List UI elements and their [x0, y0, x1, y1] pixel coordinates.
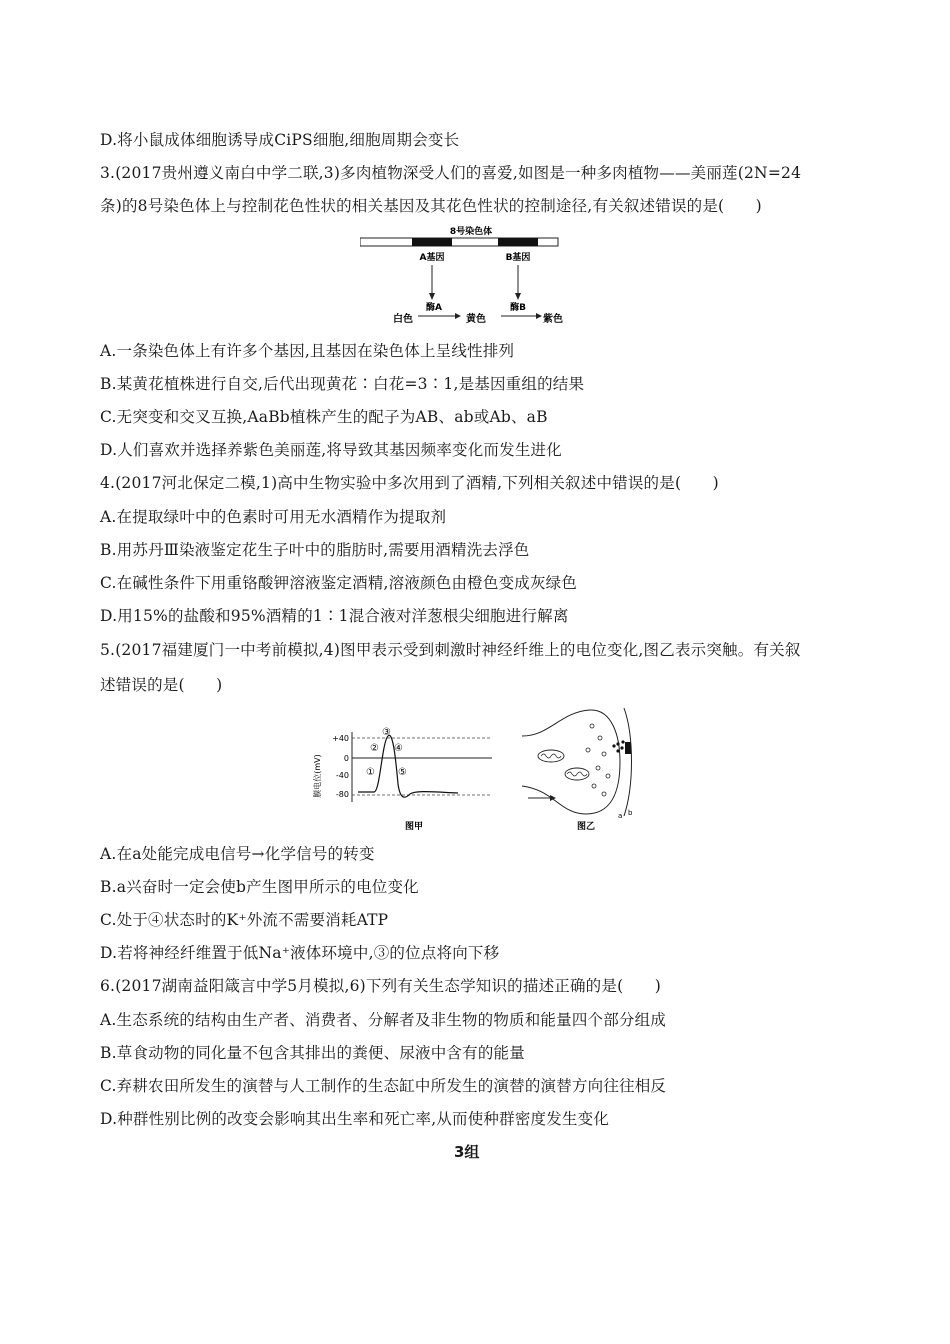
vesicle — [598, 736, 602, 740]
q5-stem-line1: 5.(2017福建厦门一中考前模拟,4)图甲表示受到刺激时神经纤维上的电位变化,图乙表示突触。有关叙 — [100, 641, 801, 659]
q6-option-a: A.生态系统的结构由生产者、消费者、分解者及非生物的物质和能量四个部分组成 — [100, 1011, 667, 1029]
arrow-head-b — [515, 293, 521, 300]
chromosome-label: 8号染色体 — [449, 227, 493, 237]
q4-option-b: B.用苏丹Ⅲ染液鉴定花生子叶中的脂肪时,需要用酒精洗去浮色 — [100, 541, 530, 559]
enzyme-a-label: 酶A — [426, 303, 442, 313]
gene-a-label: A基因 — [419, 253, 445, 263]
q2-option-d: D.将小鼠成体细胞诱导成CiPS细胞,细胞周期会变长 — [100, 131, 460, 149]
q4-option-d: D.用15%的盐酸和95%酒精的1∶1混合液对洋葱根尖细胞进行解离 — [100, 607, 569, 625]
vesicle — [606, 774, 610, 778]
q3-option-d: D.人们喜欢并选择养紫色美丽莲,将导致其基因频率变化而发生进化 — [100, 441, 562, 459]
marker-4: ④ — [394, 743, 403, 754]
vesicle — [602, 752, 606, 756]
q5-figure-potential-graph — [306, 722, 502, 834]
gene-b-label: B基因 — [505, 253, 531, 263]
q6-option-c: C.弃耕农田所发生的演替与人工制作的生态缸中所发生的演替的演替方向往往相反 — [100, 1077, 667, 1095]
q4-option-a: A.在提取绿叶中的色素时可用无水酒精作为提取剂 — [100, 508, 447, 526]
q3-option-b: B.某黄花植株进行自交,后代出现黄花∶白花=3∶1,是基因重组的结果 — [100, 375, 585, 393]
q6-option-d: D.种群性别比例的改变会影响其出生率和死亡率,从而使种群密度发生变化 — [100, 1110, 610, 1128]
label-a: a — [618, 812, 623, 820]
color-white-label: 白色 — [393, 314, 413, 325]
vesicle — [590, 724, 594, 728]
q5-figure-synapse — [520, 706, 650, 834]
q3-figure-gene-pathway — [360, 224, 590, 328]
tick-minus80: -80 — [335, 790, 349, 799]
tick-minus40: -40 — [335, 771, 349, 780]
q6-stem: 6.(2017湖南益阳箴言中学5月模拟,6)下列有关生态学知识的描述正确的是( ) — [100, 977, 661, 995]
label-b: b — [628, 809, 633, 817]
ylabel: 膜电位(mV) — [313, 754, 322, 798]
vesicle — [596, 766, 600, 770]
postsynaptic-membrane — [624, 708, 632, 816]
q5-option-a: A.在a处能完成电信号→化学信号的转变 — [100, 845, 375, 863]
q3-stem-line2: 条)的8号染色体上与控制花色性状的相关基因及其花色性状的控制途径,有关叙述错误的是( ) — [100, 197, 762, 215]
marker-2: ② — [370, 743, 379, 754]
released-transmitter — [612, 744, 615, 747]
q4-option-c: C.在碱性条件下用重铬酸钾溶液鉴定酒精,溶液颜色由橙色变成灰绿色 — [100, 574, 578, 592]
gene-a-block — [412, 238, 452, 246]
q5-option-d: D.若将神经纤维置于低Na⁺液体环境中,③的位点将向下移 — [100, 944, 500, 962]
released-transmitter — [616, 749, 619, 752]
color-purple-label: 紫色 — [543, 314, 563, 325]
released-transmitter — [621, 740, 624, 743]
arrow-head-yp — [536, 313, 542, 319]
enzyme-b-label: 酶B — [510, 303, 526, 313]
mito-1-cristae — [541, 754, 561, 758]
vesicle — [602, 792, 606, 796]
q5-stem-line2: 述错误的是( ) — [100, 676, 223, 694]
tick-plus40: +40 — [332, 734, 349, 743]
gene-b-block — [498, 238, 538, 246]
marker-3: ③ — [382, 727, 391, 738]
marker-1: ① — [366, 767, 375, 778]
q5-option-c: C.处于④状态时的K⁺外流不需要消耗ATP — [100, 911, 389, 929]
receptor-block — [625, 742, 631, 754]
color-yellow-label: 黄色 — [466, 314, 486, 325]
tick-zero: 0 — [343, 754, 349, 763]
caption-b: 图乙 — [576, 822, 596, 832]
q5-option-b: B.a兴奋时一定会使b产生图甲所示的电位变化 — [100, 878, 419, 896]
section-heading: 3组 — [454, 1143, 480, 1161]
caption-a: 图甲 — [404, 822, 424, 832]
vesicle — [586, 748, 590, 752]
q3-option-c: C.无突变和交叉互换,AaBb植株产生的配子为AB、ab或Ab、aB — [100, 408, 548, 426]
marker-5: ⑤ — [398, 767, 407, 778]
mito-2-cristae — [567, 772, 587, 776]
arrow-head-a — [429, 293, 435, 300]
released-transmitter — [620, 746, 623, 749]
q4-stem: 4.(2017河北保定二模,1)高中生物实验中多次用到了酒精,下列相关叙述中错误的是( ) — [100, 474, 719, 492]
q6-option-b: B.草食动物的同化量不包含其排出的粪便、尿液中含有的能量 — [100, 1044, 525, 1062]
q3-stem-line1: 3.(2017贵州遵义南白中学二联,3)多肉植物深受人们的喜爱,如图是一种多肉植物——美丽莲(2N=24 — [100, 164, 802, 182]
released-transmitter — [616, 742, 619, 745]
vesicle — [592, 784, 596, 788]
q3-option-a: A.一条染色体上有许多个基因,且基因在染色体上呈线性排列 — [100, 342, 515, 360]
arrow-head-wy — [455, 313, 461, 319]
